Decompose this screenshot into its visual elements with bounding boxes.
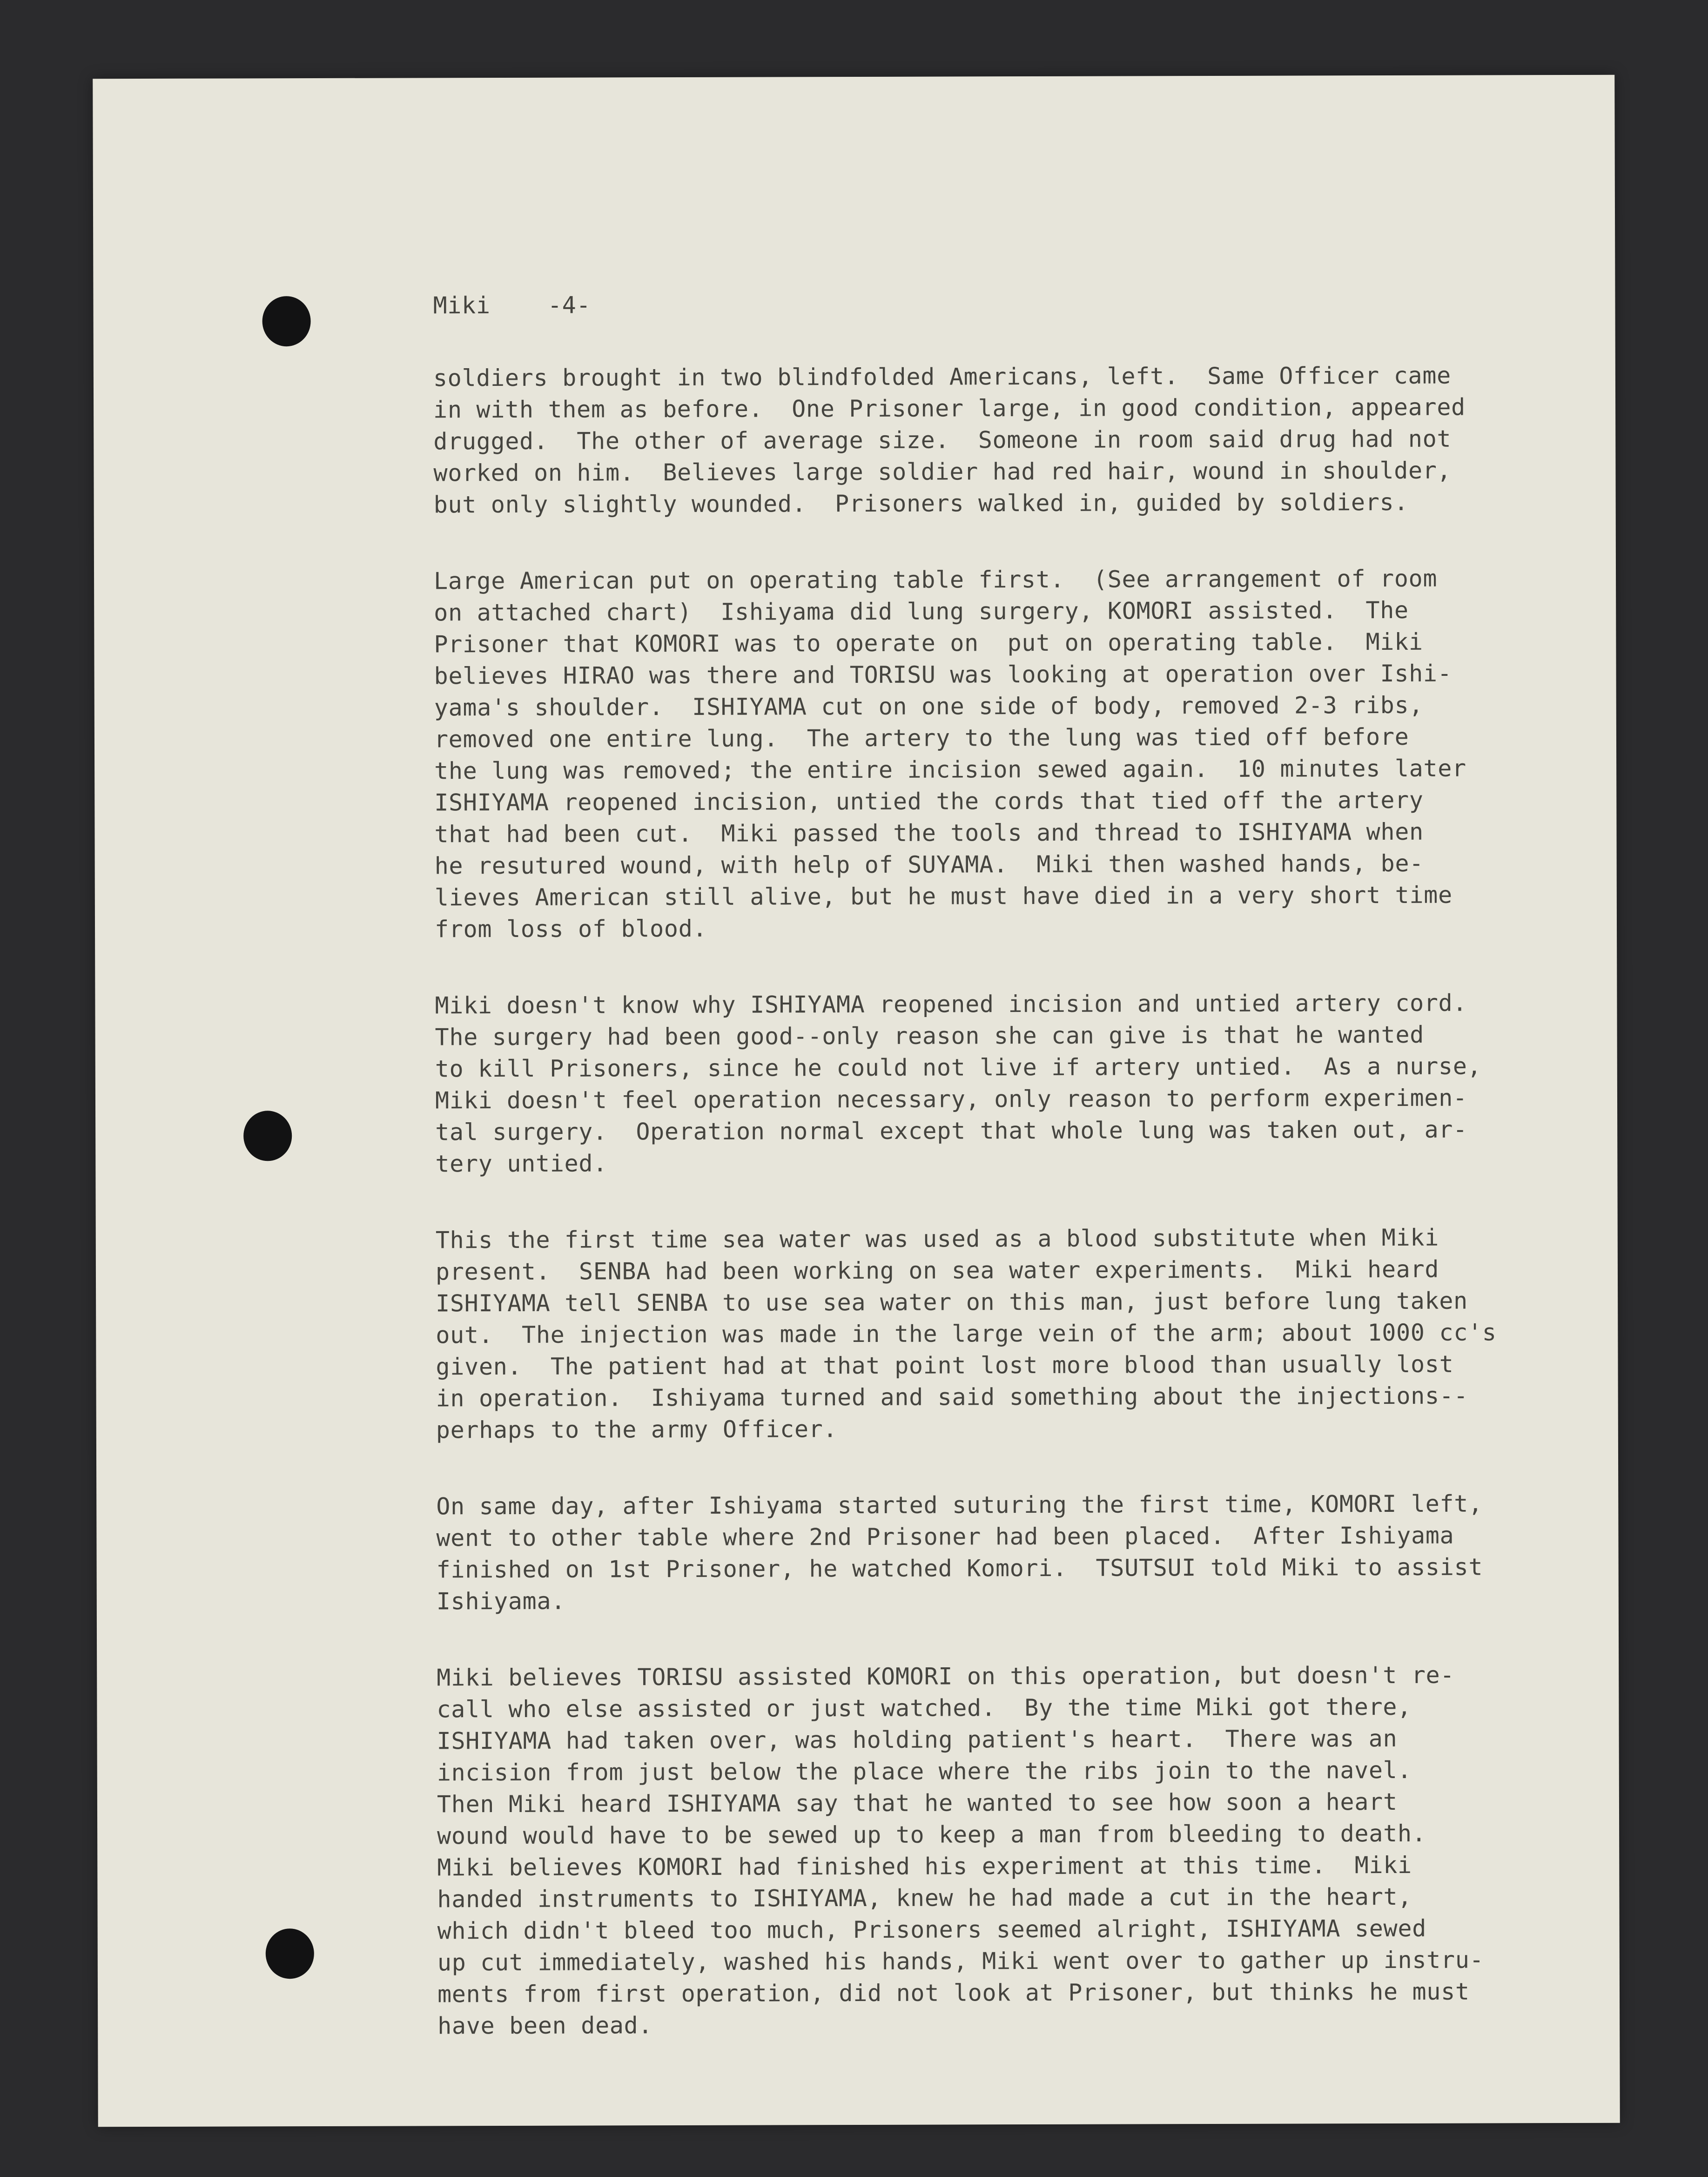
text-line: removed one entire lung. The artery to the lung was tied off before <box>434 723 1409 753</box>
punch-hole <box>266 1928 314 1979</box>
text-line: the lung was removed; the entire incision sewed again. 10 minutes later <box>434 755 1467 785</box>
text-line: drugged. The other of average size. Someone in room said drug had not <box>433 425 1452 455</box>
typed-text-body <box>433 287 1657 2087</box>
text-line: lieves American still alive, but he must have died in a very short time <box>434 881 1452 911</box>
text-line: On same day, after Ishiyama started suturing the first time, KOMORI left, <box>436 1490 1483 1520</box>
text-line: worked on him. Believes large soldier had red hair, wound in shoulder, <box>433 457 1452 487</box>
text-line: out. The injection was made in the large vein of the arm; about 1000 cc's <box>436 1319 1497 1349</box>
text-line: present. SENBA had been working on sea water experiments. Miki heard <box>435 1255 1439 1286</box>
text-line: finished on 1st Prisoner, he watched Komori. TSUTSUI told Miki to assist <box>436 1553 1483 1584</box>
paragraph-5 <box>436 1488 1656 1618</box>
text-line: Miki doesn't feel operation necessary, only reason to perform experimen- <box>435 1084 1467 1114</box>
text-line: in with them as before. One Prisoner large, in good condition, appeared <box>433 393 1466 424</box>
paragraph-1 <box>433 359 1653 521</box>
text-line: tal surgery. Operation normal except that whole lung was taken out, ar- <box>435 1116 1468 1146</box>
paragraph-6 <box>437 1659 1657 2042</box>
text-line: given. The patient had at that point lost more blood than usually lost <box>436 1350 1454 1381</box>
text-line: Prisoner that KOMORI was to operate on put on operating table. Miki <box>434 628 1423 658</box>
text-line: call who else assisted or just watched. By the time Miki got there, <box>437 1693 1412 1723</box>
paragraph-2 <box>434 562 1654 945</box>
punch-hole <box>243 1111 292 1161</box>
text-line: This the first time sea water was used as a blood substitute when Miki <box>435 1224 1439 1254</box>
header-name: Miki <box>433 292 491 319</box>
text-line: The surgery had been good--only reason she can give is that he wanted <box>435 1021 1425 1051</box>
document-page <box>93 75 1620 2127</box>
text-line: yama's shoulder. ISHIYAMA cut on one side of body, removed 2-3 ribs, <box>434 691 1424 721</box>
text-line: Large American put on operating table first. (See arrangement of room <box>433 565 1438 595</box>
text-line: soldiers brought in two blindfolded Americans, left. Same Officer came <box>433 362 1451 392</box>
text-line: incision from just below the place where the ribs join to the navel. <box>437 1756 1412 1786</box>
page-number: -4- <box>547 291 591 319</box>
text-line: tery untied. <box>435 1150 608 1178</box>
text-line: Miki believes KOMORI had finished his experiment at this time. Miki <box>437 1851 1412 1881</box>
text-line: in operation. Ishiyama turned and said something about the injections-- <box>436 1382 1468 1412</box>
text-line: ISHIYAMA tell SENBA to use sea water on this man, just before lung taken <box>436 1287 1468 1317</box>
text-line: on attached chart) Ishiyama did lung surgery, KOMORI assisted. The <box>434 596 1409 627</box>
text-line: Ishiyama. <box>436 1587 566 1615</box>
text-line: ISHIYAMA reopened incision, untied the cords that tied off the artery <box>434 786 1424 816</box>
text-line: Then Miki heard ISHIYAMA say that he wanted to see how soon a heart <box>437 1788 1398 1818</box>
text-line: ments from first operation, did not look at Prisoner, but thinks he must <box>437 1978 1470 2008</box>
paragraph-3 <box>435 987 1654 1180</box>
text-line: Miki doesn't know why ISHIYAMA reopened incision and untied artery cord. <box>435 989 1467 1019</box>
page-header <box>433 287 1652 322</box>
text-line: wound would have to be sewed up to keep a man from bleeding to death. <box>437 1820 1426 1850</box>
text-line: handed instruments to ISHIYAMA, knew he had made a cut in the heart, <box>437 1883 1412 1913</box>
punch-hole <box>262 296 310 346</box>
text-line: from loss of blood. <box>434 915 707 943</box>
text-line: up cut immediately, washed his hands, Miki went over to gather up instru- <box>437 1946 1484 1976</box>
text-line: but only slightly wounded. Prisoners walked in, guided by soldiers. <box>433 488 1409 519</box>
text-line: perhaps to the army Officer. <box>436 1415 838 1444</box>
text-line: he resutured wound, with help of SUYAMA. Miki then washed hands, be- <box>434 849 1424 880</box>
text-line: which didn't bleed too much, Prisoners seemed alright, ISHIYAMA sewed <box>437 1914 1427 1945</box>
text-line: Miki believes TORISU assisted KOMORI on this operation, but doesn't re- <box>437 1661 1455 1692</box>
text-line: have been dead. <box>437 2012 653 2040</box>
text-line: to kill Prisoners, since he could not live if artery untied. As a nurse, <box>435 1052 1482 1083</box>
text-line: that had been cut. Miki passed the tools and thread to ISHIYAMA when <box>434 818 1424 848</box>
text-line: went to other table where 2nd Prisoner had been placed. After Ishiyama <box>436 1522 1454 1552</box>
paragraph-4 <box>436 1221 1655 1446</box>
text-line: ISHIYAMA had taken over, was holding patient's heart. There was an <box>437 1725 1398 1755</box>
text-line: believes HIRAO was there and TORISU was looking at operation over Ishi- <box>434 660 1452 690</box>
